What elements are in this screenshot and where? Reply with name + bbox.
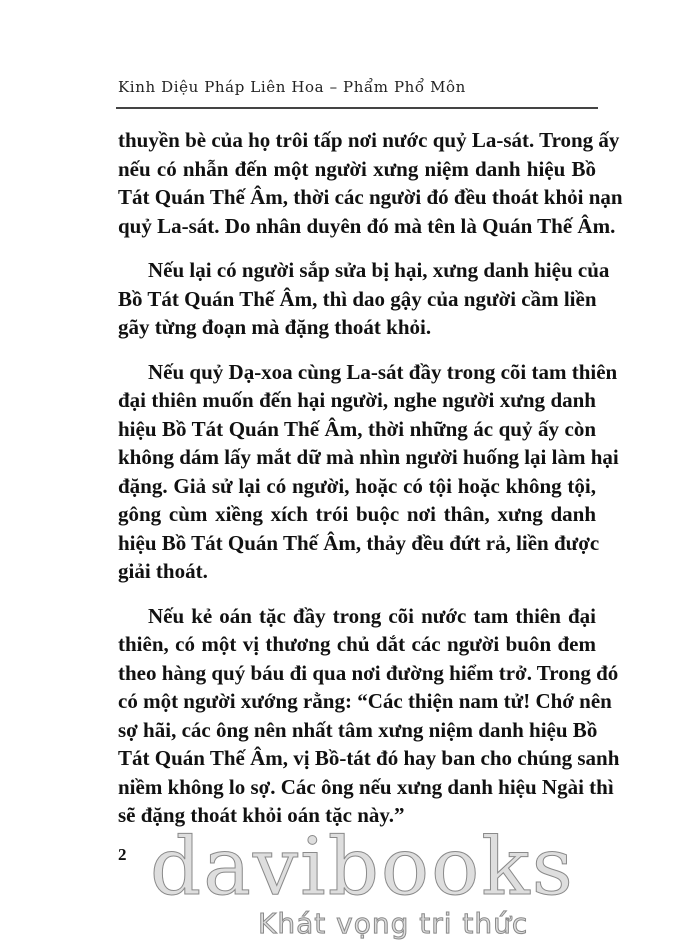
text-line: quỷ La-sát. Do nhân duyên đó mà tên là Quán Thế Âm. (118, 213, 616, 238)
text-line: Nếu kẻ oán tặc đầy trong cõi nước tam thiên đại (148, 603, 596, 628)
text-line: theo hàng quý báu đi qua nơi đường hiểm trở. Trong đó (118, 660, 619, 685)
text-line: sợ hãi, các ông nên nhất tâm xưng niệm danh hiệu Bồ (118, 717, 598, 742)
text-line: nếu có nhẫn đến một người xưng niệm danh hiệu Bồ (118, 156, 596, 181)
text-line: Nếu quỷ Dạ-xoa cùng La-sát đầy trong cõi tam thiên (148, 359, 618, 384)
text-line: có một người xướng rằng: “Các thiện nam tử! Chớ nên (118, 689, 612, 713)
text-line: Tát Quán Thế Âm, thời các người đó đều thoát khỏi nạn (118, 185, 623, 209)
text-line: Nếu lại có người sắp sửa bị hại, xưng danh hiệu của (148, 258, 610, 282)
page-number: 2 (118, 845, 127, 864)
text-line: thuyền bè của họ trôi tấp nơi nước quỷ La-sát. Trong ấy (118, 128, 620, 152)
text-line: niềm không lo sợ. Các ông nếu xưng danh hiệu Ngài thì (118, 774, 614, 799)
text-line: đặng. Giả sử lại có người, hoặc có tội hoặc không tội, (118, 473, 596, 498)
text-line: gông cùm xiềng xích trói buộc nơi thân, xưng danh (118, 502, 596, 526)
text-line: gãy từng đoạn mà đặng thoát khỏi. (118, 315, 432, 339)
paragraph (118, 126, 623, 240)
paragraph (118, 602, 620, 830)
text-line: sẽ đặng thoát khỏi oán tặc này.” (118, 803, 405, 827)
watermark-logo: davibooks (150, 820, 575, 913)
body-text (118, 126, 623, 846)
text-line: Bồ Tát Quán Thế Âm, thì dao gậy của người cầm liền (118, 286, 597, 311)
text-line: thiên, có một vị thương chủ dắt các người buôn đem (118, 632, 596, 656)
text-line: đại thiên muốn đến hại người, nghe người xưng danh (118, 388, 596, 412)
text-line: hiệu Bồ Tát Quán Thế Âm, thời những ác quỷ ấy còn (118, 416, 596, 441)
paragraph (118, 256, 610, 342)
watermark-slogan: Khát vọng tri thức (258, 907, 529, 940)
text-line: giải thoát. (118, 559, 208, 583)
header-rule (116, 107, 598, 109)
running-header: Kinh Diệu Pháp Liên Hoa – Phẩm Phổ Môn (118, 78, 466, 96)
text-line: Tát Quán Thế Âm, vị Bồ-tát đó hay ban cho chúng sanh (118, 746, 620, 770)
paragraph (118, 358, 619, 586)
text-line: hiệu Bồ Tát Quán Thế Âm, thảy đều đứt rả, liền được (118, 530, 600, 555)
text-line: không dám lấy mắt dữ mà nhìn người huống lại làm hại (118, 445, 619, 469)
